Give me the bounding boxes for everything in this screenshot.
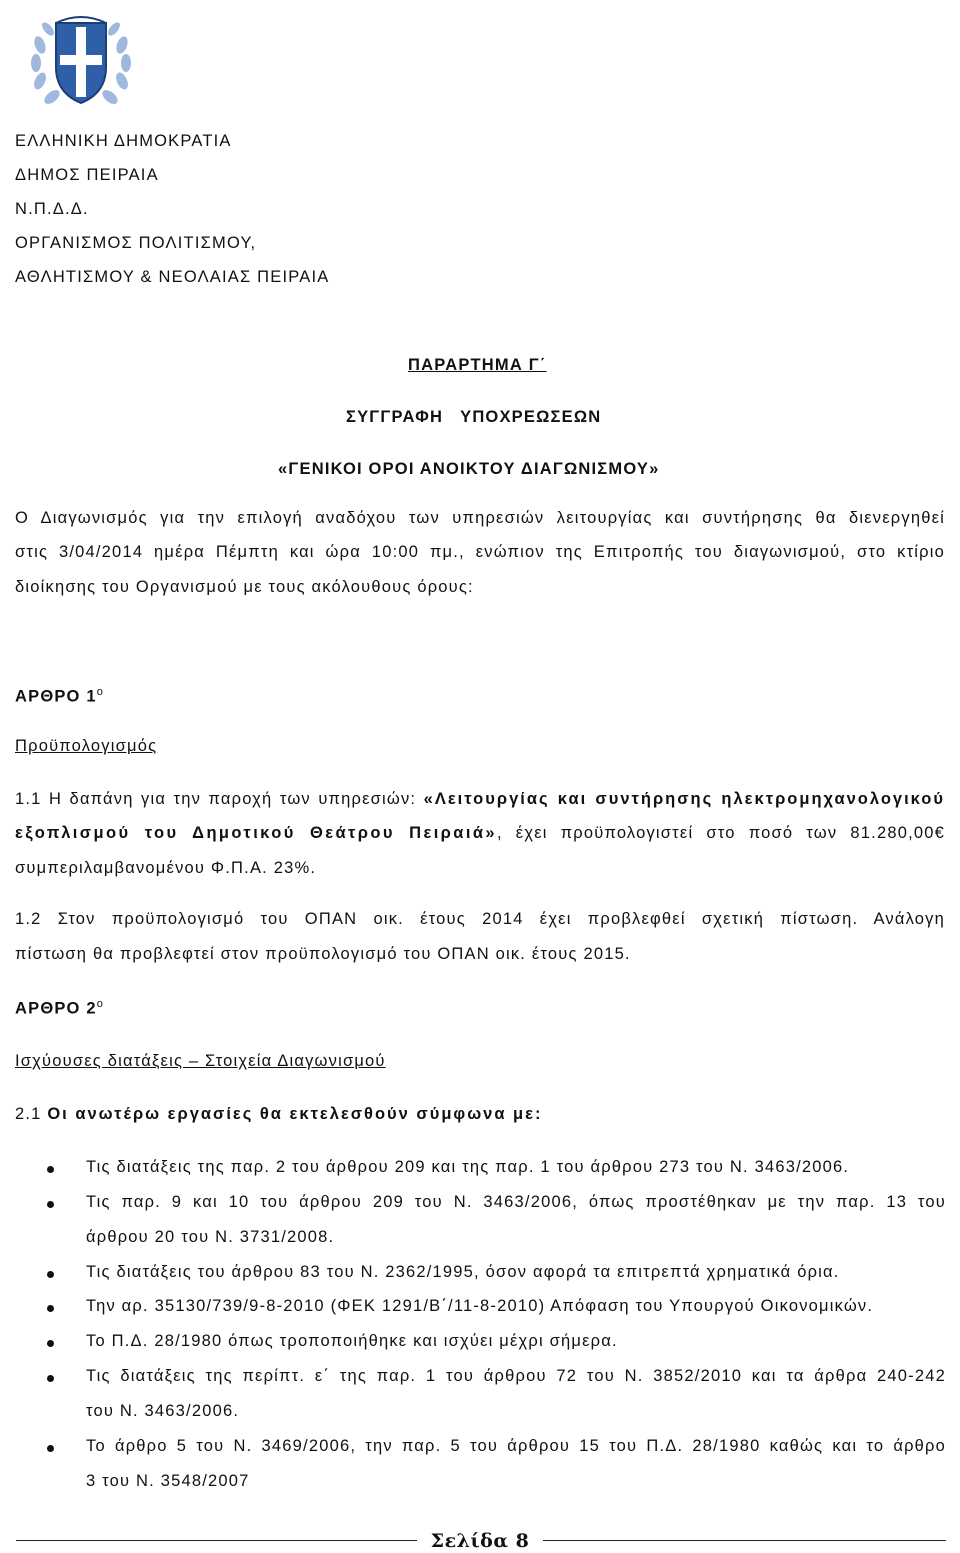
- list-item: Το άρθρο 5 του Ν. 3469/2006, την παρ. 5 του άρθρου 15 του Π.Δ. 28/1980 καθώς και το άρθρο: [86, 1437, 946, 1455]
- article-1-1-intro: 1.1 Η δαπάνη για την παροχή των υπηρεσιών:: [15, 790, 424, 808]
- list-item: Το Π.Δ. 28/1980 όπως τροποποιήθηκε και ισχύει μέχρι σήμερα.: [86, 1332, 618, 1350]
- footer: [0, 1530, 960, 1552]
- list-item: Τις παρ. 9 και 10 του άρθρου 209 του Ν. 3463/2006, όπως προστέθηκαν με την παρ. 13 του: [86, 1193, 946, 1211]
- intro-line-2: στις 3/04/2014 ημέρα Πέμπτη και ώρα 10:00 πμ., ενώπιον της Επιτροπής του διαγωνισμού, στο κτίριο: [15, 543, 945, 561]
- list-item: Τις διατάξεις του άρθρου 83 του Ν. 2362/1995, όσον αφορά τα επιτρεπτά χρηματικά όρια.: [86, 1263, 840, 1281]
- intro-line-1: Ο Διαγωνισμός για την επιλογή αναδόχου των υπηρεσιών λειτουργίας και συντήρησης θα διενεργηθεί: [15, 509, 945, 527]
- article-1-1-service-name: «Λειτουργίας και συντήρησης ηλεκτρομηχανολογικού: [423, 790, 945, 808]
- article-1-1-line-1: [15, 790, 945, 809]
- intro-line-3: διοίκησης του Οργανισμού με τους ακόλουθους όρους:: [15, 578, 474, 596]
- article-1-1-service-name-cont: εξοπλισμού του Δημοτικού Θεάτρου Πειραιά»: [15, 824, 497, 842]
- bullet-icon: [47, 1340, 54, 1347]
- greek-coat-of-arms-icon: [26, 5, 136, 115]
- article-2-subheading: Ισχύουσες διατάξεις – Στοιχεία Διαγωνισμού: [15, 1052, 386, 1070]
- article-1-1-line-3: συμπεριλαμβανομένου Φ.Π.Α. 23%.: [15, 859, 317, 877]
- article-1-heading-text: ΑΡΘΡΟ 1: [15, 687, 97, 706]
- article-1-heading-sup: ο: [96, 686, 105, 698]
- bullet-icon: [47, 1271, 54, 1278]
- article-2-1-number: 2.1: [15, 1105, 48, 1123]
- bullet-icon: [47, 1445, 54, 1452]
- article-2-heading: [15, 998, 104, 1019]
- article-1-1-budget: , έχει προϋπολογιστεί στο ποσό των 81.280,00€: [496, 824, 945, 842]
- article-1-2-line-1: 1.2 Στον προϋπολογισμό του ΟΠΑΝ οικ. έτους 2014 έχει προβλεφθεί σχετική πίστωση. Ανάλογη: [15, 910, 945, 928]
- list-item: Τις διατάξεις της περίπτ. ε΄ της παρ. 1 του άρθρου 72 του Ν. 3852/2010 και τα άρθρα 240-242: [86, 1367, 946, 1385]
- obligations-title: ΣΥΓΓΡΑΦΗ ΥΠΟΧΡΕΩΣΕΩΝ: [346, 408, 602, 426]
- article-1-2-line-2: πίστωση θα προβλεφτεί στον προϋπολογισμό του ΟΠΑΝ οικ. έτους 2015.: [15, 945, 631, 963]
- general-terms-title: «ΓΕΝΙΚΟΙ ΟΡΟΙ ΑΝΟΙΚΤΟΥ ΔΙΑΓΩΝΙΣΜΟΥ»: [278, 460, 660, 478]
- article-1-heading: [15, 686, 104, 707]
- page-number: Σελίδα 8: [417, 1530, 544, 1552]
- article-2-1: [15, 1105, 542, 1124]
- list-item: Την αρ. 35130/739/9-8-2010 (ΦΕΚ 1291/Β΄/11-8-2010) Απόφαση του Υπουργού Οικονομικών.: [86, 1297, 874, 1315]
- bullet-icon: [47, 1375, 54, 1382]
- annex-title: ΠΑΡΑΡΤΗΜΑ Γ΄: [408, 356, 547, 374]
- list-item-continuation: 3 του Ν. 3548/2007: [86, 1472, 250, 1490]
- header-country: ΕΛΛΗΝΙΚΗ ΔΗΜΟΚΡΑΤΙΑ: [15, 132, 232, 150]
- header-legal-entity: Ν.Π.Δ.Δ.: [15, 200, 89, 218]
- article-1-1-line-2: [15, 824, 945, 843]
- bullet-icon: [47, 1201, 54, 1208]
- article-2-1-text: Οι ανωτέρω εργασίες θα εκτελεσθούν σύμφωνα με:: [47, 1105, 543, 1123]
- article-2-heading-text: ΑΡΘΡΟ 2: [15, 999, 97, 1018]
- list-item-continuation: άρθρου 20 του Ν. 3731/2008.: [86, 1228, 335, 1246]
- header-municipality: ΔΗΜΟΣ ΠΕΙΡΑΙΑ: [15, 166, 159, 184]
- header-organization-line1: ΟΡΓΑΝΙΣΜΟΣ ΠΟΛΙΤΙΣΜΟΥ,: [15, 234, 257, 252]
- header-organization-line2: ΑΘΛΗΤΙΣΜΟΥ & ΝΕΟΛΑΙΑΣ ΠΕΙΡΑΙΑ: [15, 268, 330, 286]
- bullet-icon: [47, 1166, 54, 1173]
- list-item-continuation: του Ν. 3463/2006.: [86, 1402, 240, 1420]
- list-item: Τις διατάξεις της παρ. 2 του άρθρου 209 και της παρ. 1 του άρθρου 273 του Ν. 3463/2006.: [86, 1158, 850, 1176]
- article-2-heading-sup: ο: [96, 998, 105, 1010]
- bullet-icon: [47, 1305, 54, 1312]
- article-1-subheading: Προϋπολογισμός: [15, 737, 158, 755]
